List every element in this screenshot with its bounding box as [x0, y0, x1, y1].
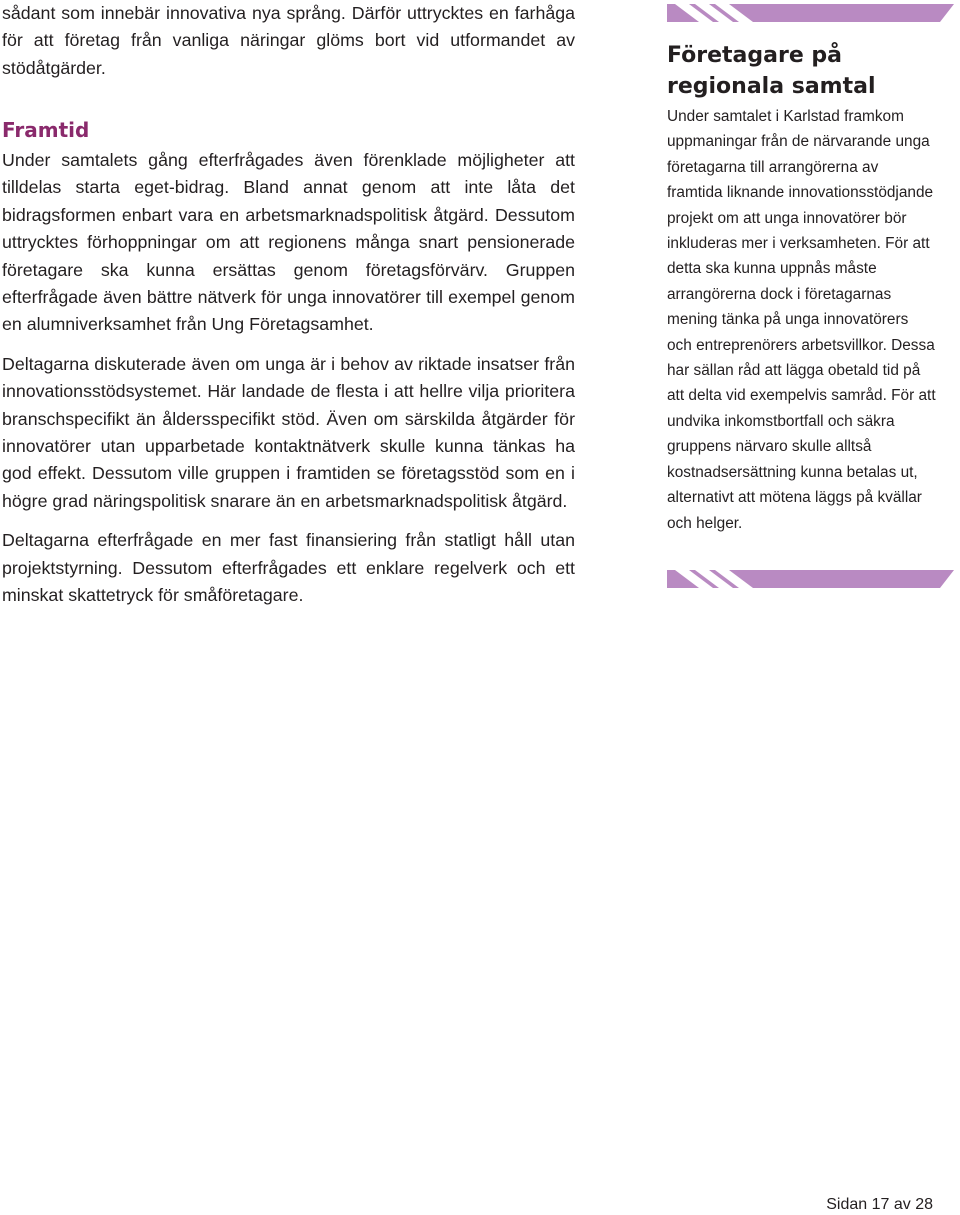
body-paragraph-2: Deltagarna diskuterade även om unga är i behov av riktade insatser från innovationsstödsystemet. Här landade de flesta i att hellre vilja prioritera branschspecifikt än åldersspecifikt stöd. Även om särskilda åtgärder för innovatörer utan upparbetade kontaktnätverk skulle kunna tänkas ha god effekt. Dessutom ville gruppen i framtiden se företagsstöd som en i högre grad näringspolitisk snarare än en arbetsmarknadspolitisk åtgärd. [2, 353, 575, 511]
intro-paragraph: sådant som innebär innovativa nya språng. Därför uttrycktes en farhåga för att företag från vanliga näringar glöms bort vid utformandet av stödåtgärder. [2, 3, 575, 78]
sidebar-box [667, 4, 954, 536]
sidebar-body: Under samtalet i Karlstad framkom uppmaningar från de närvarande unga företagarna till arrangörerna av framtida liknande innovationsstödjande projekt om att unga innovatörer bör inkluderas mer i verksamheten. För att detta ska kunna uppnås måste arrangörerna dock i företagarnas mening tänka på unga innovatörers och entreprenörers arbetsvillkor. Dessa har sällan råd att lägga obetald tid på att delta vid exempelvis samråd. För att undvika inkomstbortfall och säkra gruppens närvaro skulle alltså kostnadsersättning kunna betalas ut, alternativt att mötena läggs på kvällar och helger. [667, 108, 936, 532]
body-paragraph-1: Under samtalets gång efterfrågades även förenklade möjligheter att tilldelas starta eget-bidrag. Bland annat genom att inte låta det bidragsformen enbart vara en arbetsmarknadspolitisk åtgärd. Dessutom uttrycktes förhoppningar om att regionens många snart pensionerade företagare ska kunna ersättas genom företagsförvärv. Gruppen efterfrågade även bättre nätverk för unga innovatörer till exempel genom en alumniverksamhet från Ung Företagsamhet. [2, 150, 575, 335]
page-number: Sidan 17 av 28 [826, 1196, 933, 1213]
section-heading: Framtid [2, 118, 90, 142]
top-stripe-decoration [667, 4, 954, 22]
bottom-stripe-decoration [667, 570, 954, 588]
body-paragraph-3: Deltagarna efterfrågade en mer fast finansiering från statligt håll utan projektstyrning. Dessutom efterfrågades ett enklare regelverk och ett minskat skattetryck för småföretagare. [2, 530, 575, 606]
main-column [2, 0, 575, 82]
sidebar-title-line-2: regionala samtal [667, 74, 876, 99]
main-body [2, 147, 575, 610]
sidebar-title-line-1: Företagare på [667, 43, 843, 68]
sidebar-title [667, 40, 954, 102]
